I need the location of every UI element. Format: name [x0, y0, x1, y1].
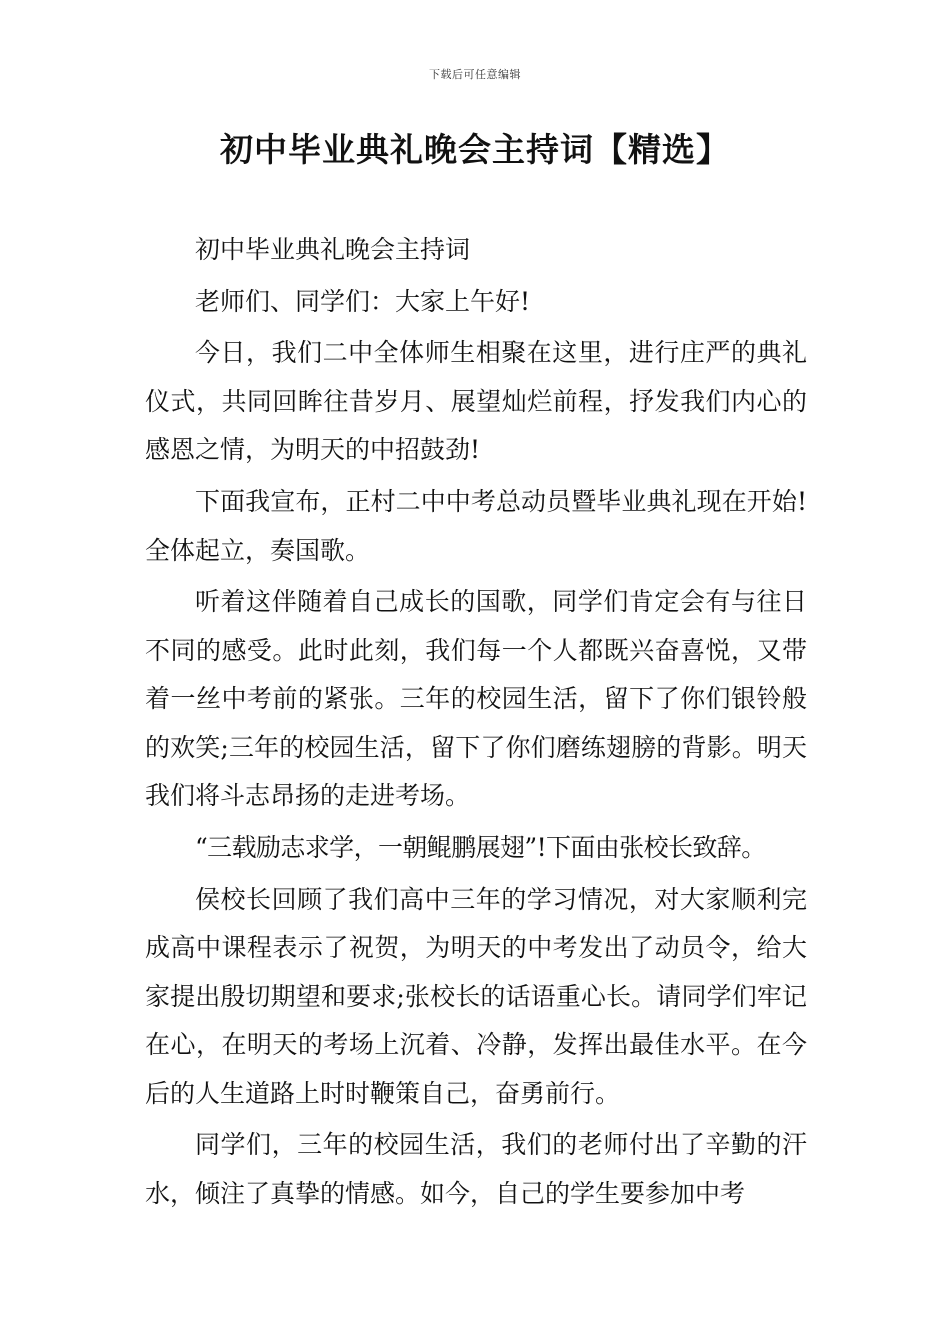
- paragraph: 同学们，三年的校园生活，我们的老师付出了辛勤的汗水，倾注了真挚的情感。如今，自己的学生要参加中考: [145, 1130, 807, 1208]
- document-title: 初中毕业典礼晚会主持词【精选】: [220, 130, 730, 169]
- paragraph-subtitle: 初中毕业典礼晚会主持词: [195, 235, 471, 264]
- document-body: [145, 226, 807, 1222]
- header-note: 下载后可任意编辑: [429, 68, 521, 81]
- paragraph: 下面我宣布，正村二中中考总动员暨毕业典礼现在开始!全体起立，奏国歌。: [145, 487, 807, 565]
- paragraph-greeting: 老师们、同学们：大家上午好!: [195, 286, 531, 316]
- paragraph: 今日，我们二中全体师生相聚在这里，进行庄严的典礼仪式，共同回眸往昔岁月、展望灿烂前程，抒发我们内心的感恩之情，为明天的中招鼓劲!: [145, 338, 807, 465]
- paragraph: “三载励志求学，一朝鲲鹏展翅”!下面由张校长致辞。: [195, 832, 766, 862]
- paragraph: 侯校长回顾了我们高中三年的学习情况，对大家顺利完成高中课程表示了祝贺，为明天的中考发出了动员令，给大家提出殷切期望和要求;张校长的话语重心长。请同学们牢记在心，在明天的考场上沉着、冷静，发挥出最佳水平。在今后的人生道路上时时鞭策自己，奋勇前行。: [145, 884, 807, 1108]
- paragraph: 听着这伴随着自己成长的国歌，同学们肯定会有与往日不同的感受。此时此刻，我们每一个人都既兴奋喜悦，又带着一丝中考前的紧张。三年的校园生活，留下了你们银铃般的欢笑;三年的校园生活，留下了你们磨练翅膀的背影。明天我们将斗志昂扬的走进考场。: [145, 587, 807, 811]
